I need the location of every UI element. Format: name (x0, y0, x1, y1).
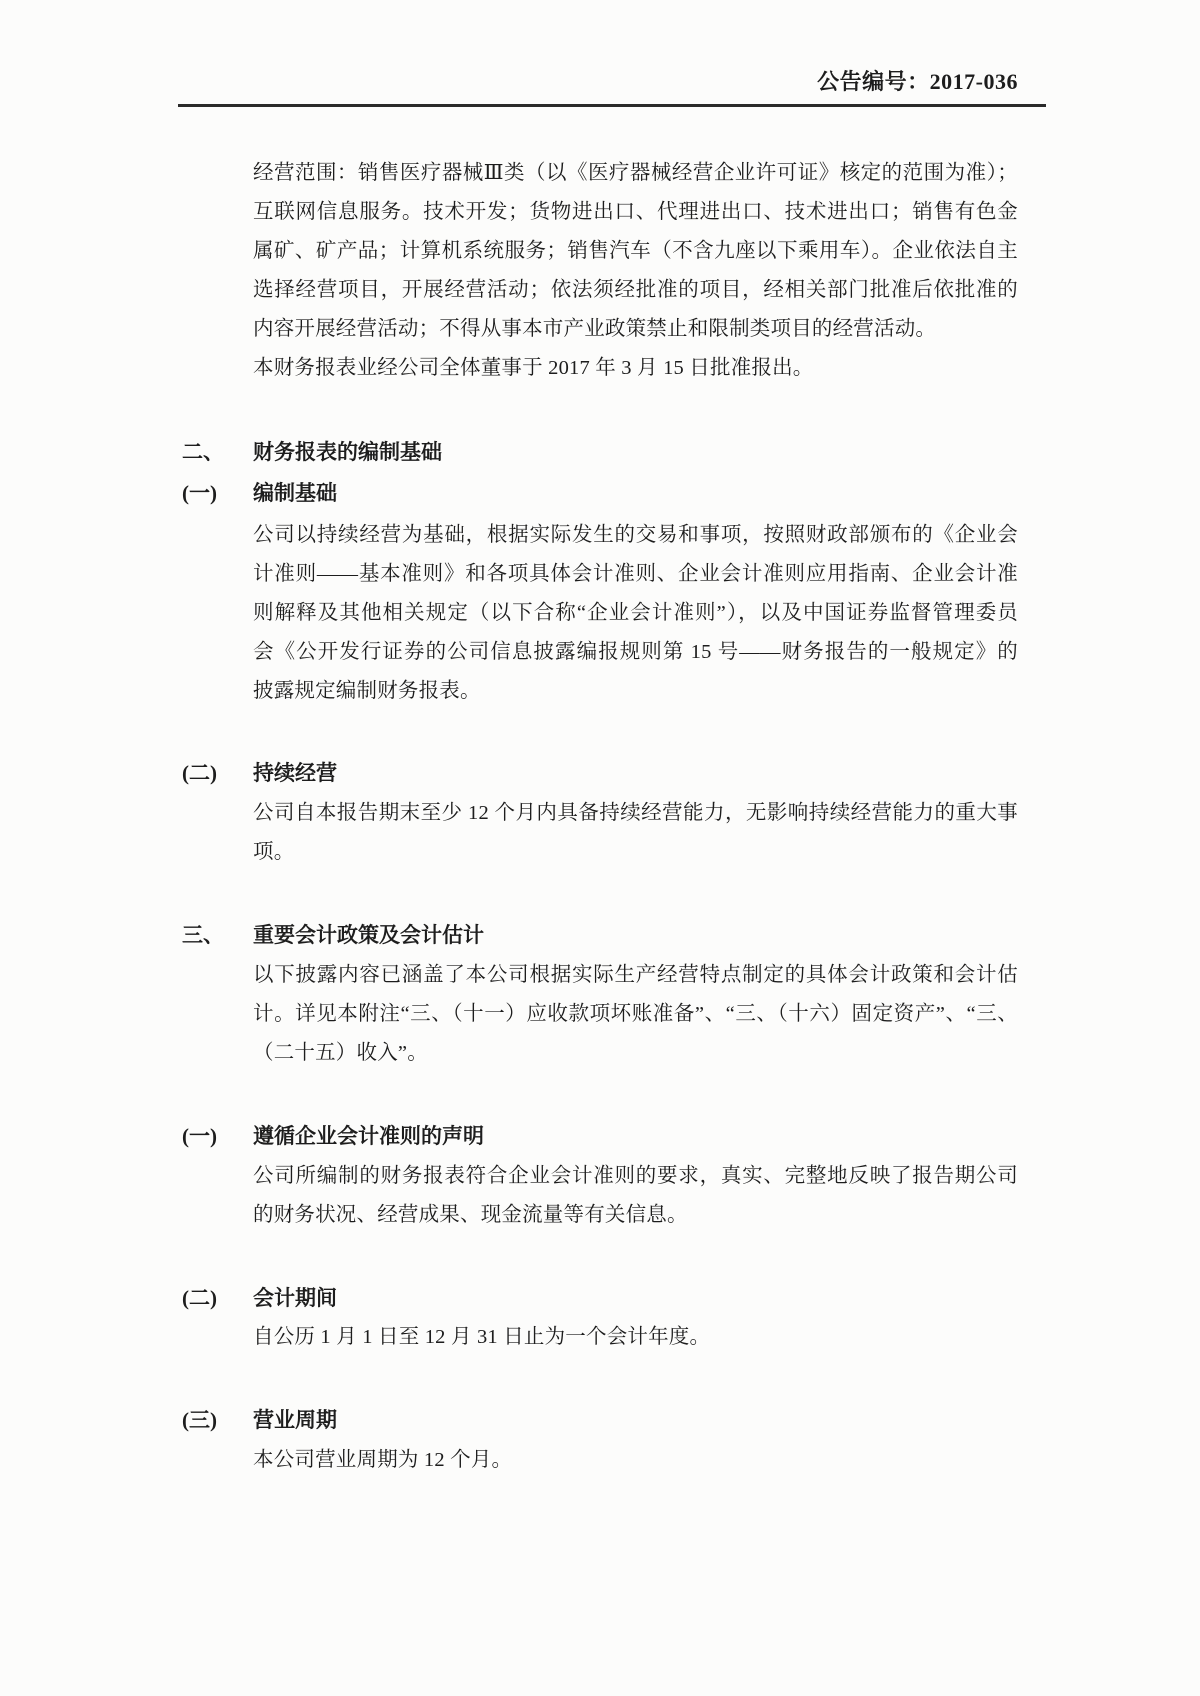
text-line: 本公司营业周期为 12 个月。 (253, 1449, 513, 1471)
text-line: 内容开展经营活动；不得从事本市产业政策禁止和限制类项目的经营活动。 (253, 318, 937, 340)
heading-title: 重要会计政策及会计估计 (253, 923, 484, 947)
text-line: 选择经营项目，开展经营活动；依法须经批准的项目，经相关部门批准后依批准的 (253, 279, 1018, 301)
heading-title: 财务报表的编制基础 (253, 440, 442, 464)
heading-number: 三、 (182, 923, 224, 947)
heading-accounting-period (182, 1279, 1018, 1318)
text-line: 经营范围：销售医疗器械Ⅲ类（以《医疗器械经营企业许可证》核定的范围为准）； (253, 162, 1018, 184)
heading-title: 遵循企业会计准则的声明 (253, 1124, 484, 1148)
paragraph-going-concern (253, 794, 1018, 872)
text-line: 互联网信息服务。技术开发；货物进出口、代理进出口、技术进出口；销售有色金 (253, 201, 1018, 223)
heading-compliance-statement (182, 1117, 1018, 1156)
heading-operating-cycle (182, 1401, 1018, 1440)
paragraph-basis-of-preparation (253, 516, 1018, 711)
paragraph-operating-cycle (253, 1441, 1018, 1480)
heading-section-2 (182, 433, 1018, 472)
header-divider-line (178, 104, 1046, 107)
page-header (182, 67, 1018, 97)
heading-section-3 (182, 916, 1018, 955)
text-line: 披露规定编制财务报表。 (253, 680, 481, 702)
paragraph-business-scope (253, 154, 1018, 388)
heading-number: 二、 (182, 440, 224, 464)
heading-title: 会计期间 (253, 1286, 337, 1310)
heading-number: (一) (182, 1124, 217, 1148)
paragraph-accounting-period (253, 1318, 1018, 1357)
heading-number: (二) (182, 1286, 217, 1310)
heading-number: (三) (182, 1408, 217, 1432)
heading-title: 持续经营 (253, 761, 337, 785)
text-line: 本财务报表业经公司全体董事于 2017 年 3 月 15 日批准报出。 (253, 357, 814, 379)
text-line: 会《公开发行证券的公司信息披露编报规则第 15 号——财务报告的一般规定》的 (253, 641, 1018, 663)
text-line: 自公历 1 月 1 日至 12 月 31 日止为一个会计年度。 (253, 1326, 711, 1348)
announcement-number: 公告编号：2017-036 (817, 69, 1018, 94)
heading-going-concern (182, 754, 1018, 793)
document-body (182, 154, 1018, 1480)
text-line: 的财务状况、经营成果、现金流量等有关信息。 (253, 1204, 688, 1226)
text-line: 属矿、矿产品；计算机系统服务；销售汽车（不含九座以下乘用车）。企业依法自主 (253, 240, 1018, 262)
heading-title: 营业周期 (253, 1408, 337, 1432)
text-line: （二十五）收入”。 (253, 1042, 428, 1064)
heading-title: 编制基础 (253, 481, 337, 505)
paragraph-compliance-statement (253, 1157, 1018, 1235)
text-line: 公司所编制的财务报表符合企业会计准则的要求，真实、完整地反映了报告期公司 (253, 1165, 1018, 1187)
text-line: 计。详见本附注“三、（十一）应收款项坏账准备”、“三、（十六）固定资产”、“三、 (253, 1003, 1018, 1025)
text-line: 公司自本报告期末至少 12 个月内具备持续经营能力，无影响持续经营能力的重大事 (253, 802, 1018, 824)
paragraph-accounting-policies (253, 956, 1018, 1073)
heading-number: (二) (182, 761, 217, 785)
text-line: 以下披露内容已涵盖了本公司根据实际生产经营特点制定的具体会计政策和会计估 (253, 964, 1018, 986)
heading-basis-of-preparation (182, 474, 1018, 513)
text-line: 则解释及其他相关规定（以下合称“企业会计准则”），以及中国证券监督管理委员 (253, 602, 1018, 624)
text-line: 项。 (253, 841, 295, 863)
text-line: 公司以持续经营为基础，根据实际发生的交易和事项，按照财政部颁布的《企业会 (253, 524, 1018, 546)
heading-number: (一) (182, 481, 217, 505)
text-line: 计准则——基本准则》和各项具体会计准则、企业会计准则应用指南、企业会计准 (253, 563, 1018, 585)
